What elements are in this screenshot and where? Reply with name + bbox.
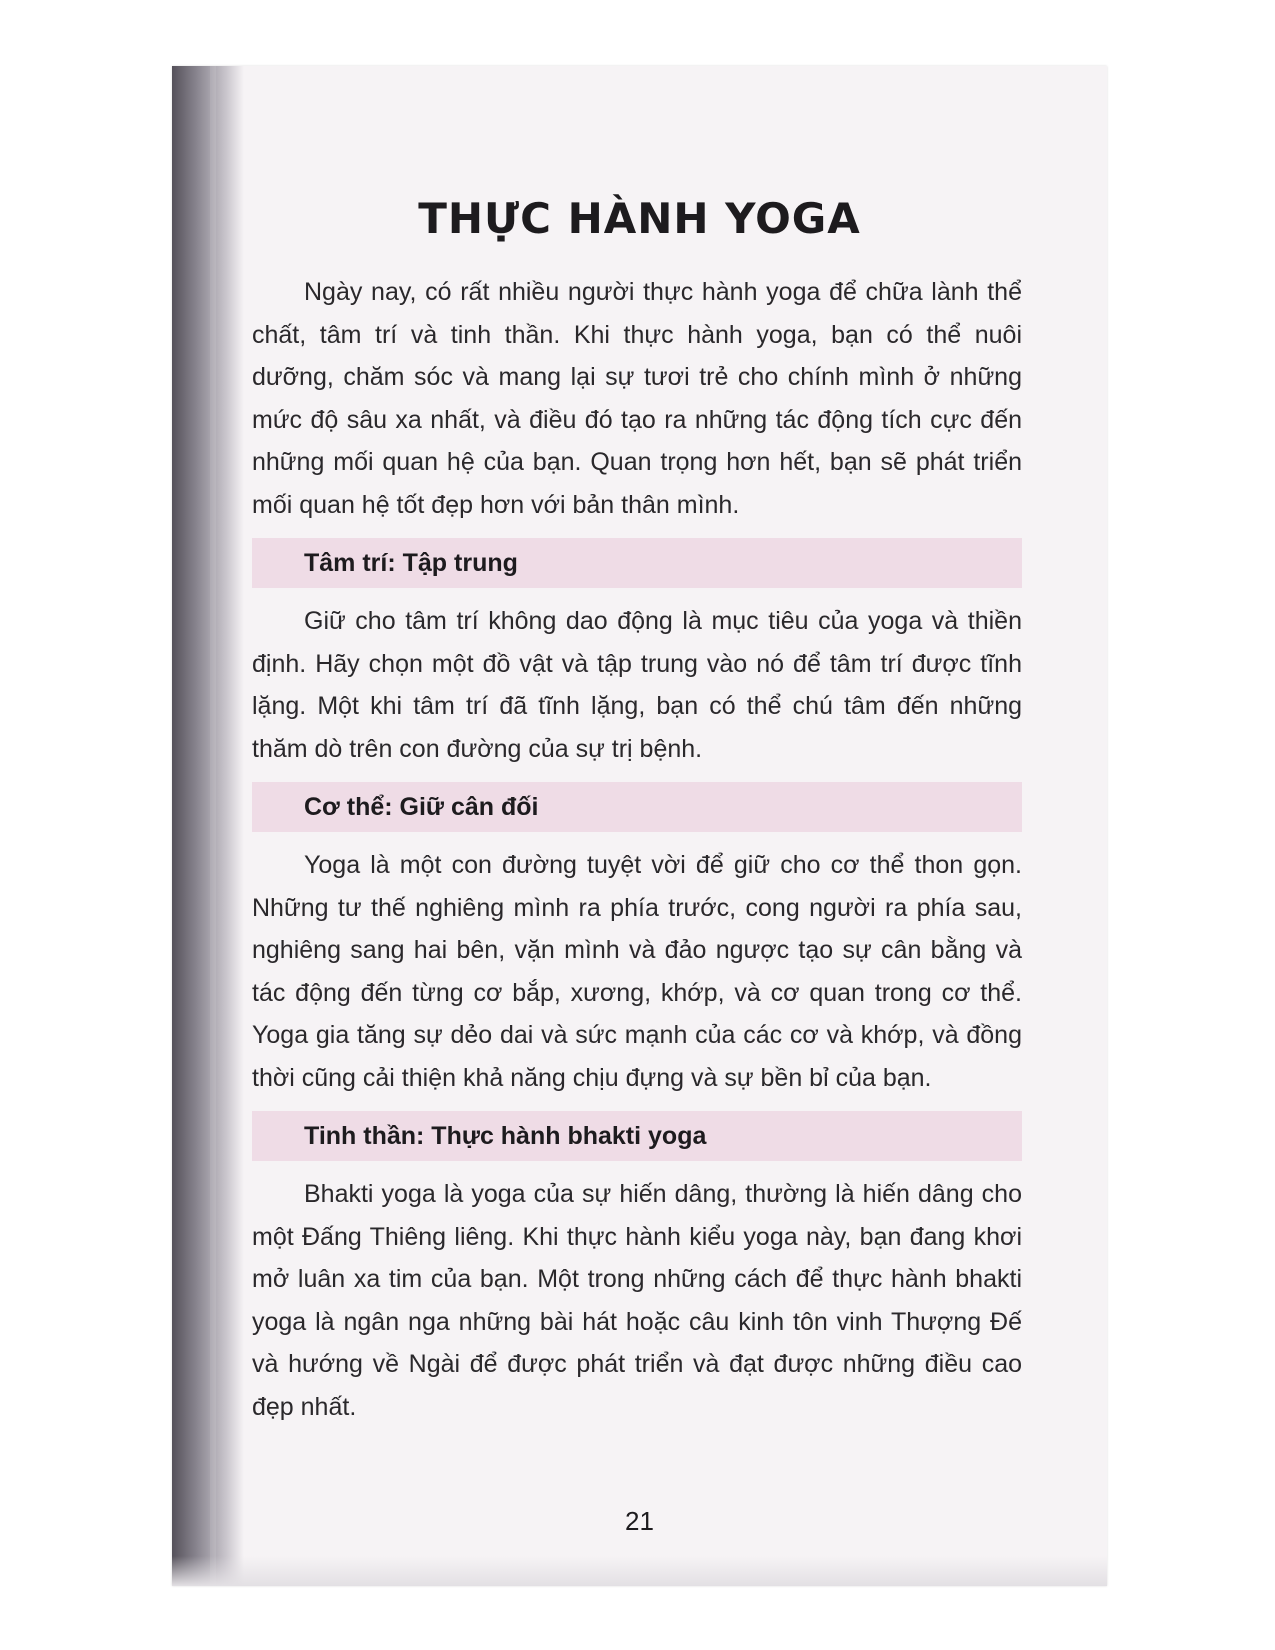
book-page bbox=[172, 66, 1107, 1586]
section-body-mind: Giữ cho tâm trí không dao động là mục tiêu của yoga và thiền định. Hãy chọn một đồ vật và tập trung vào nó để tâm trí được tĩnh lặng. Một khi tâm trí đã tĩnh lặng, bạn có thể chú tâm đến những thăm dò trên con đường của sự trị bệnh. bbox=[252, 607, 1022, 763]
intro-paragraph: Ngày nay, có rất nhiều người thực hành yoga để chữa lành thể chất, tâm trí và tinh thần. Khi thực hành yoga, bạn có thể nuôi dưỡng, chăm sóc và mang lại sự tươi trẻ cho chính mình ở những mức độ sâu xa nhất, và điều đó tạo ra những tác động tích cực đến những mối quan hệ của bạn. Quan trọng hơn hết, bạn sẽ phát triển mối quan hệ tốt đẹp hơn với bản thân mình. bbox=[252, 278, 1022, 519]
page-content bbox=[252, 271, 1022, 1428]
page-title: THỰC HÀNH YOGA bbox=[418, 194, 861, 243]
section-body-body: Yoga là một con đường tuyệt vời để giữ cho cơ thể thon gọn. Những tư thế nghiêng mình ra phía trước, cong người ra phía sau, nghiêng sang hai bên, vặn mình và đảo ngược tạo sự cân bằng và tác động đến từng cơ bắp, xương, khớp, và cơ quan trong cơ thể. Yoga gia tăng sự dẻo dai và sức mạnh của các cơ và khớp, và đồng thời cũng cải thiện khả năng chịu đựng và sự bền bỉ của bạn. bbox=[252, 851, 1022, 1092]
book-spine-highlight bbox=[210, 66, 216, 1586]
page-bottom-edge bbox=[172, 1556, 1107, 1586]
book-spine-shadow bbox=[172, 66, 244, 1586]
section-heading-spirit: Tinh thần: Thực hành bhakti yoga bbox=[252, 1111, 1022, 1161]
section-heading-body: Cơ thể: Giữ cân đối bbox=[252, 782, 1022, 832]
section-body-spirit: Bhakti yoga là yoga của sự hiến dâng, thường là hiến dâng cho một Đấng Thiêng liêng. Khi thực hành kiểu yoga này, bạn đang khơi mở luân xa tim của bạn. Một trong những cách để thực hành bhakti yoga là ngân nga những bài hát hoặc câu kinh tôn vinh Thượng Đế và hướng về Ngài để được phát triển và đạt được những điều cao đẹp nhất. bbox=[252, 1180, 1022, 1421]
page-number: 21 bbox=[625, 1506, 654, 1536]
section-heading-mind: Tâm trí: Tập trung bbox=[252, 538, 1022, 588]
